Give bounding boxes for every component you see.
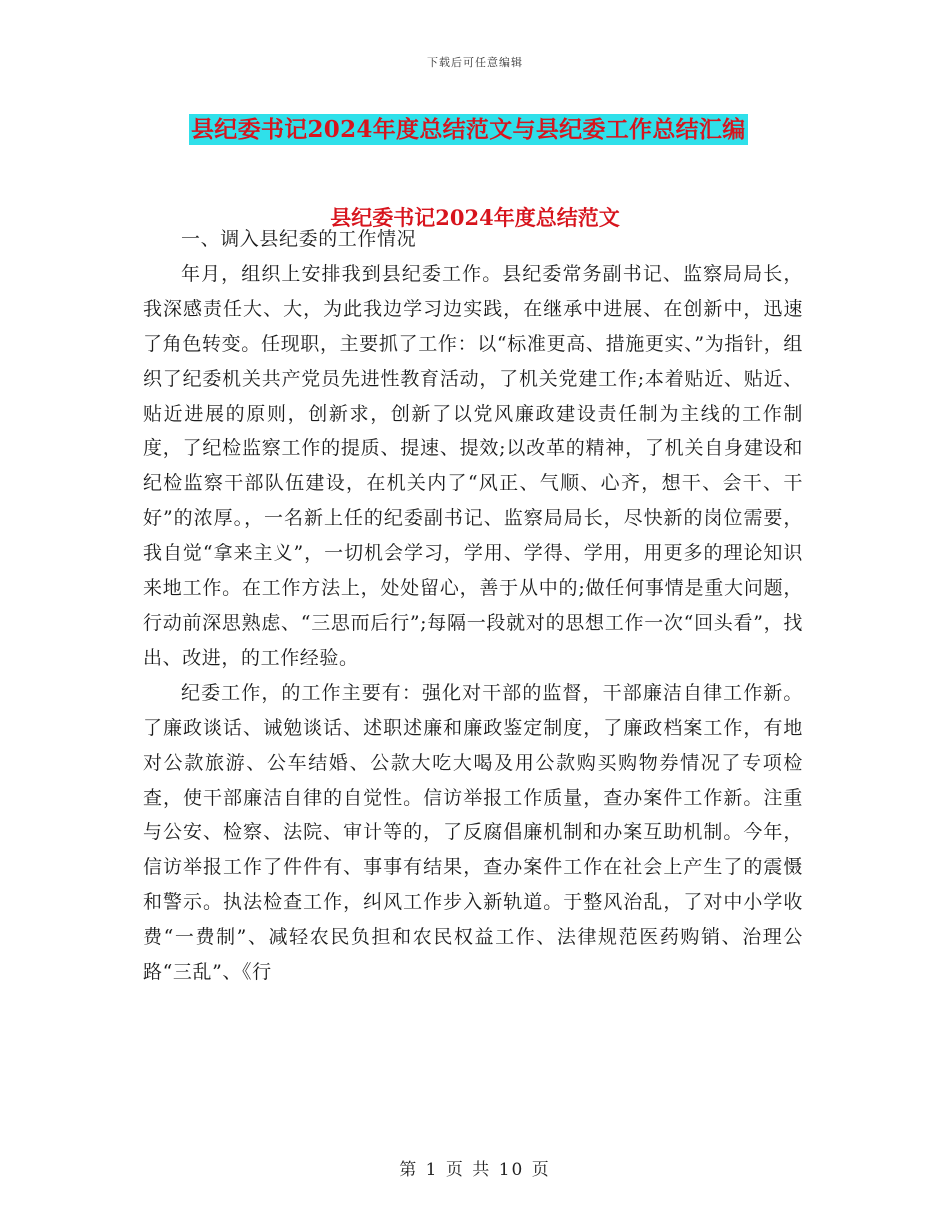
body-paragraph: 纪委工作，的工作主要有：强化对干部的监督，干部廉洁自律工作新。了廉政谈话、诫勉谈话、述职述廉和廉政鉴定制度，了廉政档案工作，有地对公款旅游、公车结婚、公款大吃大喝及用公款购买购物券情况了专项检查，使干部廉洁自律的自觉性。信访举报工作质量，查办案件工作新。注重与公安、检察、法院、审计等的，了反腐倡廉机制和办案互助机制。今年，信访举报工作了件件有、事事有结果，查办案件工作在社会上产生了的震慑和警示。执法检查工作，纠风工作步入新轨道。于整风治乱，了对中小学收费“一费制”、减轻农民负担和农民权益工作、法律规范医药购销、治理公路“三乱”、《行: [143, 681, 803, 984]
document-title-block: [189, 114, 748, 145]
page-footer-number: 第 1 页 共 10 页: [399, 1160, 551, 1180]
document-main-title: 县纪委书记2024年度总结范文与县纪委工作总结汇编: [191, 116, 746, 143]
document-body: [143, 222, 803, 990]
section-heading: 一、调入县纪委的工作情况: [181, 228, 417, 250]
page-header-note: 下载后可任意编辑: [427, 56, 523, 69]
section-title: 县纪委书记2024年度总结范文: [330, 205, 620, 230]
body-paragraph: 年月，组织上安排我到县纪委工作。县纪委常务副书记、监察局局长，我深感责任大、大，为此我边学习边实践，在继承中进展、在创新中，迅速了角色转变。任现职，主要抓了工作：以“标准更高、措施更实、”为指针，组织了纪委机关共产党员先进性教育活动，了机关党建工作;本着贴近、贴近、贴近进展的原则，创新求，创新了以党风廉政建设责任制为主线的工作制度，了纪检监察工作的提质、提速、提效;以改革的精神，了机关自身建设和纪检监察干部队伍建设，在机关内了“风正、气顺、心齐，想干、会干、干好”的浓厚。，一名新上任的纪委副书记、监察局局长，尽快新的岗位需要，我自觉“拿来主义”，一切机会学习，学用、学得、学用，用更多的理论知识来地工作。在工作方法上，处处留心，善于从中的;做任何事情是重大问题，行动前深思熟虑、“三思而后行”;每隔一段就对的思想工作一次“回头看”，找出、改进，的工作经验。: [143, 262, 803, 669]
